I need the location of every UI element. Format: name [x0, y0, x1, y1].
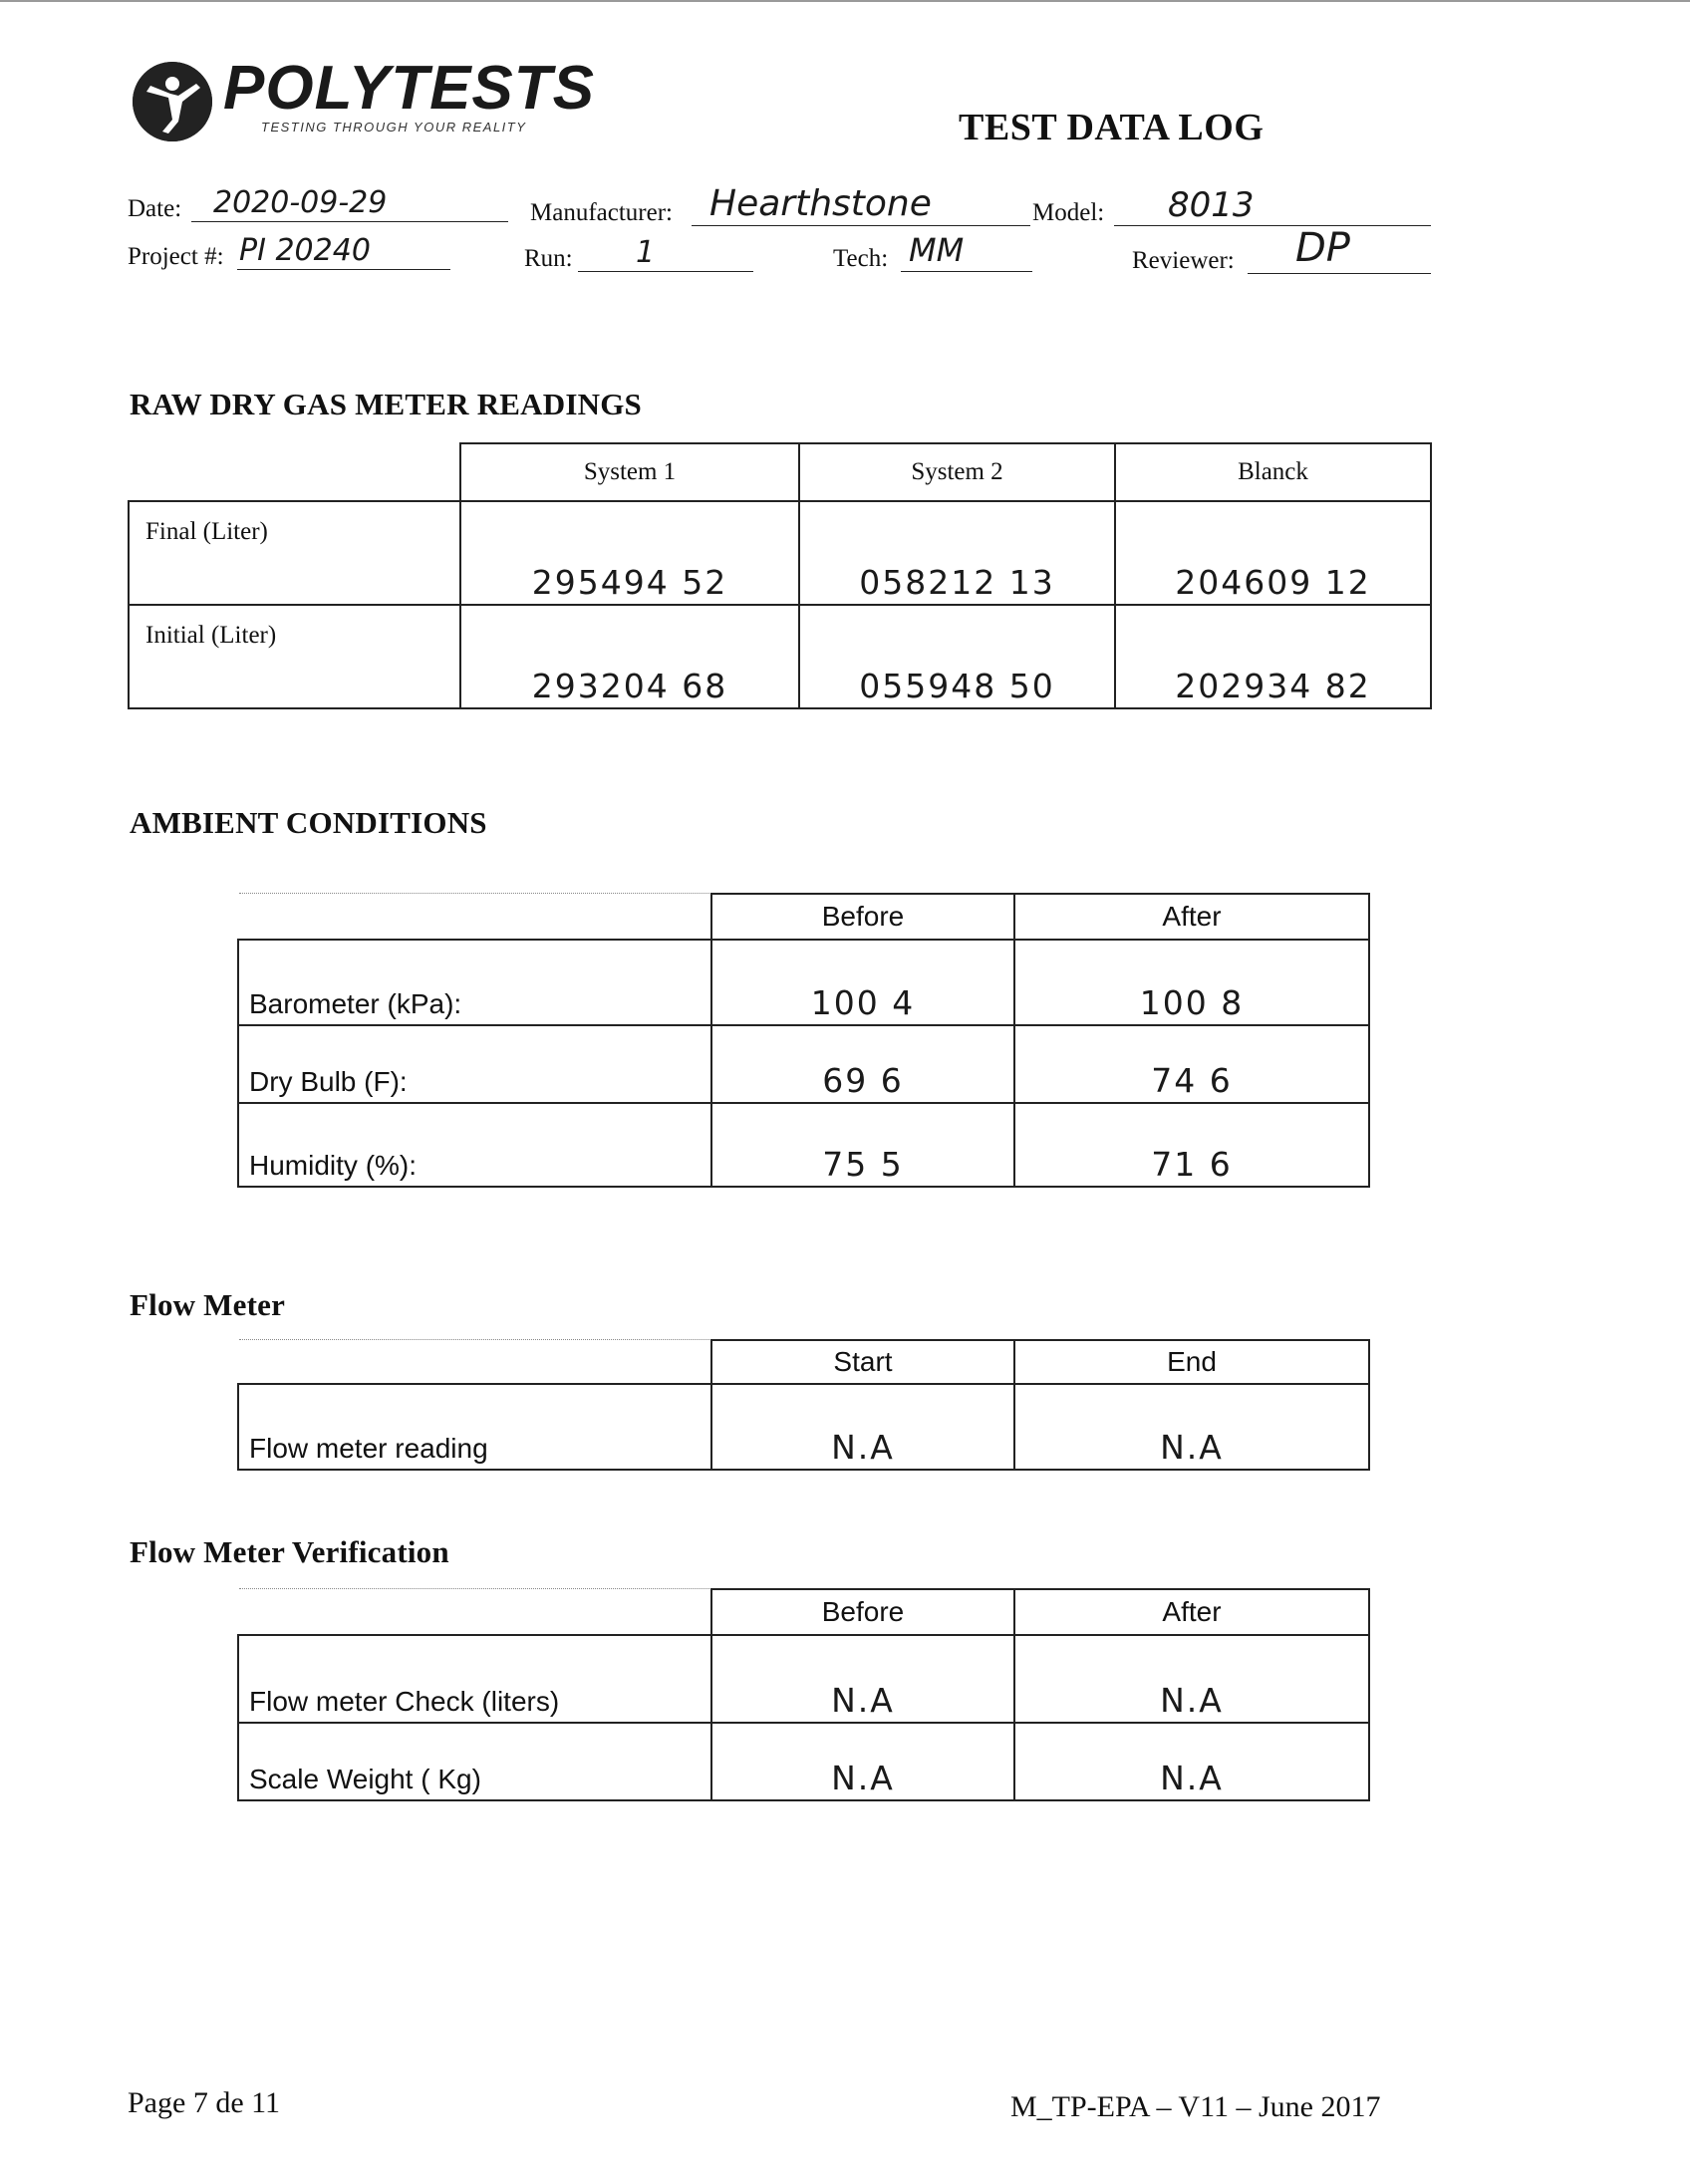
column-header: After	[1014, 1589, 1369, 1635]
project-label: Project #:	[128, 243, 224, 270]
manufacturer-label: Manufacturer:	[530, 199, 673, 226]
run-line	[578, 271, 753, 272]
cell-value: 204609 12	[1115, 501, 1431, 605]
row-label: Flow meter reading	[238, 1384, 711, 1470]
cell-value: 74 6	[1014, 1025, 1369, 1103]
table-corner	[238, 1589, 711, 1635]
row-label: Scale Weight ( Kg)	[238, 1723, 711, 1800]
table-row	[238, 1723, 1369, 1800]
page-title: TEST DATA LOG	[959, 107, 1265, 148]
scan-edge	[0, 0, 1690, 2]
table-row	[238, 1384, 1369, 1470]
date-line	[191, 221, 508, 222]
form-identifier: M_TP-EPA – V11 – June 2017	[1010, 2090, 1381, 2123]
cell-value: N.A	[1014, 1635, 1369, 1723]
row-label: Flow meter Check (liters)	[238, 1635, 711, 1723]
table-row	[238, 1635, 1369, 1723]
model-line	[1114, 225, 1431, 226]
cell-value: N.A	[711, 1635, 1014, 1723]
table-row	[238, 940, 1369, 1025]
cell-value: 295494 52	[460, 501, 799, 605]
cell-value: 100 8	[1014, 940, 1369, 1025]
project-line	[237, 269, 450, 270]
project-value: PI 20240	[239, 233, 371, 268]
ambient-table	[237, 893, 1370, 1188]
reviewer-line	[1248, 273, 1431, 274]
tech-label: Tech:	[833, 245, 889, 272]
column-header: System 1	[460, 443, 799, 501]
manufacturer-line	[692, 225, 1030, 226]
table-row	[238, 1103, 1369, 1187]
date-label: Date:	[128, 195, 182, 222]
row-label: Initial (Liter)	[129, 605, 460, 708]
date-value: 2020-09-29	[213, 185, 388, 220]
column-header: Start	[711, 1340, 1014, 1384]
raw-gas-title: RAW DRY GAS METER READINGS	[130, 387, 642, 421]
table-row	[129, 605, 1431, 708]
cell-value: 055948 50	[799, 605, 1115, 708]
model-value: 8013	[1168, 185, 1255, 225]
table-corner	[129, 443, 460, 501]
cell-value: 71 6	[1014, 1103, 1369, 1187]
polytests-logo-icon	[133, 62, 212, 141]
model-label: Model:	[1032, 199, 1105, 226]
row-label: Humidity (%):	[238, 1103, 711, 1187]
brand-tagline: TESTING THROUGH YOUR REALITY	[261, 120, 527, 135]
column-header: System 2	[799, 443, 1115, 501]
table-row	[129, 501, 1431, 605]
run-value: 1	[636, 235, 656, 270]
column-header: After	[1014, 894, 1369, 940]
flow-verification-table	[237, 1588, 1370, 1801]
cell-value: N.A	[711, 1723, 1014, 1800]
flow-meter-table	[237, 1339, 1370, 1471]
cell-value: 100 4	[711, 940, 1014, 1025]
table-row	[238, 1025, 1369, 1103]
cell-value: 69 6	[711, 1025, 1014, 1103]
page-number: Page 7 de 11	[128, 2086, 281, 2119]
row-label: Barometer (kPa):	[238, 940, 711, 1025]
cell-value: N.A	[1014, 1723, 1369, 1800]
run-label: Run:	[524, 245, 573, 272]
column-header: End	[1014, 1340, 1369, 1384]
column-header: Before	[711, 1589, 1014, 1635]
flow-meter-title: Flow Meter	[130, 1287, 286, 1322]
flow-verification-title: Flow Meter Verification	[130, 1534, 449, 1569]
raw-gas-table	[128, 442, 1432, 709]
row-label: Dry Bulb (F):	[238, 1025, 711, 1103]
ambient-title: AMBIENT CONDITIONS	[130, 805, 487, 840]
cell-value: N.A	[1014, 1384, 1369, 1470]
reviewer-label: Reviewer:	[1132, 247, 1235, 274]
cell-value: N.A	[711, 1384, 1014, 1470]
brand-name: POLYTESTS	[223, 54, 596, 123]
table-corner	[238, 894, 711, 940]
row-label: Final (Liter)	[129, 501, 460, 605]
reviewer-value: DP	[1295, 225, 1350, 271]
cell-value: 293204 68	[460, 605, 799, 708]
cell-value: 75 5	[711, 1103, 1014, 1187]
manufacturer-value: Hearthstone	[709, 183, 932, 224]
cell-value: 058212 13	[799, 501, 1115, 605]
table-corner	[238, 1340, 711, 1384]
tech-line	[901, 271, 1032, 272]
cell-value: 202934 82	[1115, 605, 1431, 708]
column-header: Blanck	[1115, 443, 1431, 501]
tech-value: MM	[909, 231, 965, 269]
column-header: Before	[711, 894, 1014, 940]
